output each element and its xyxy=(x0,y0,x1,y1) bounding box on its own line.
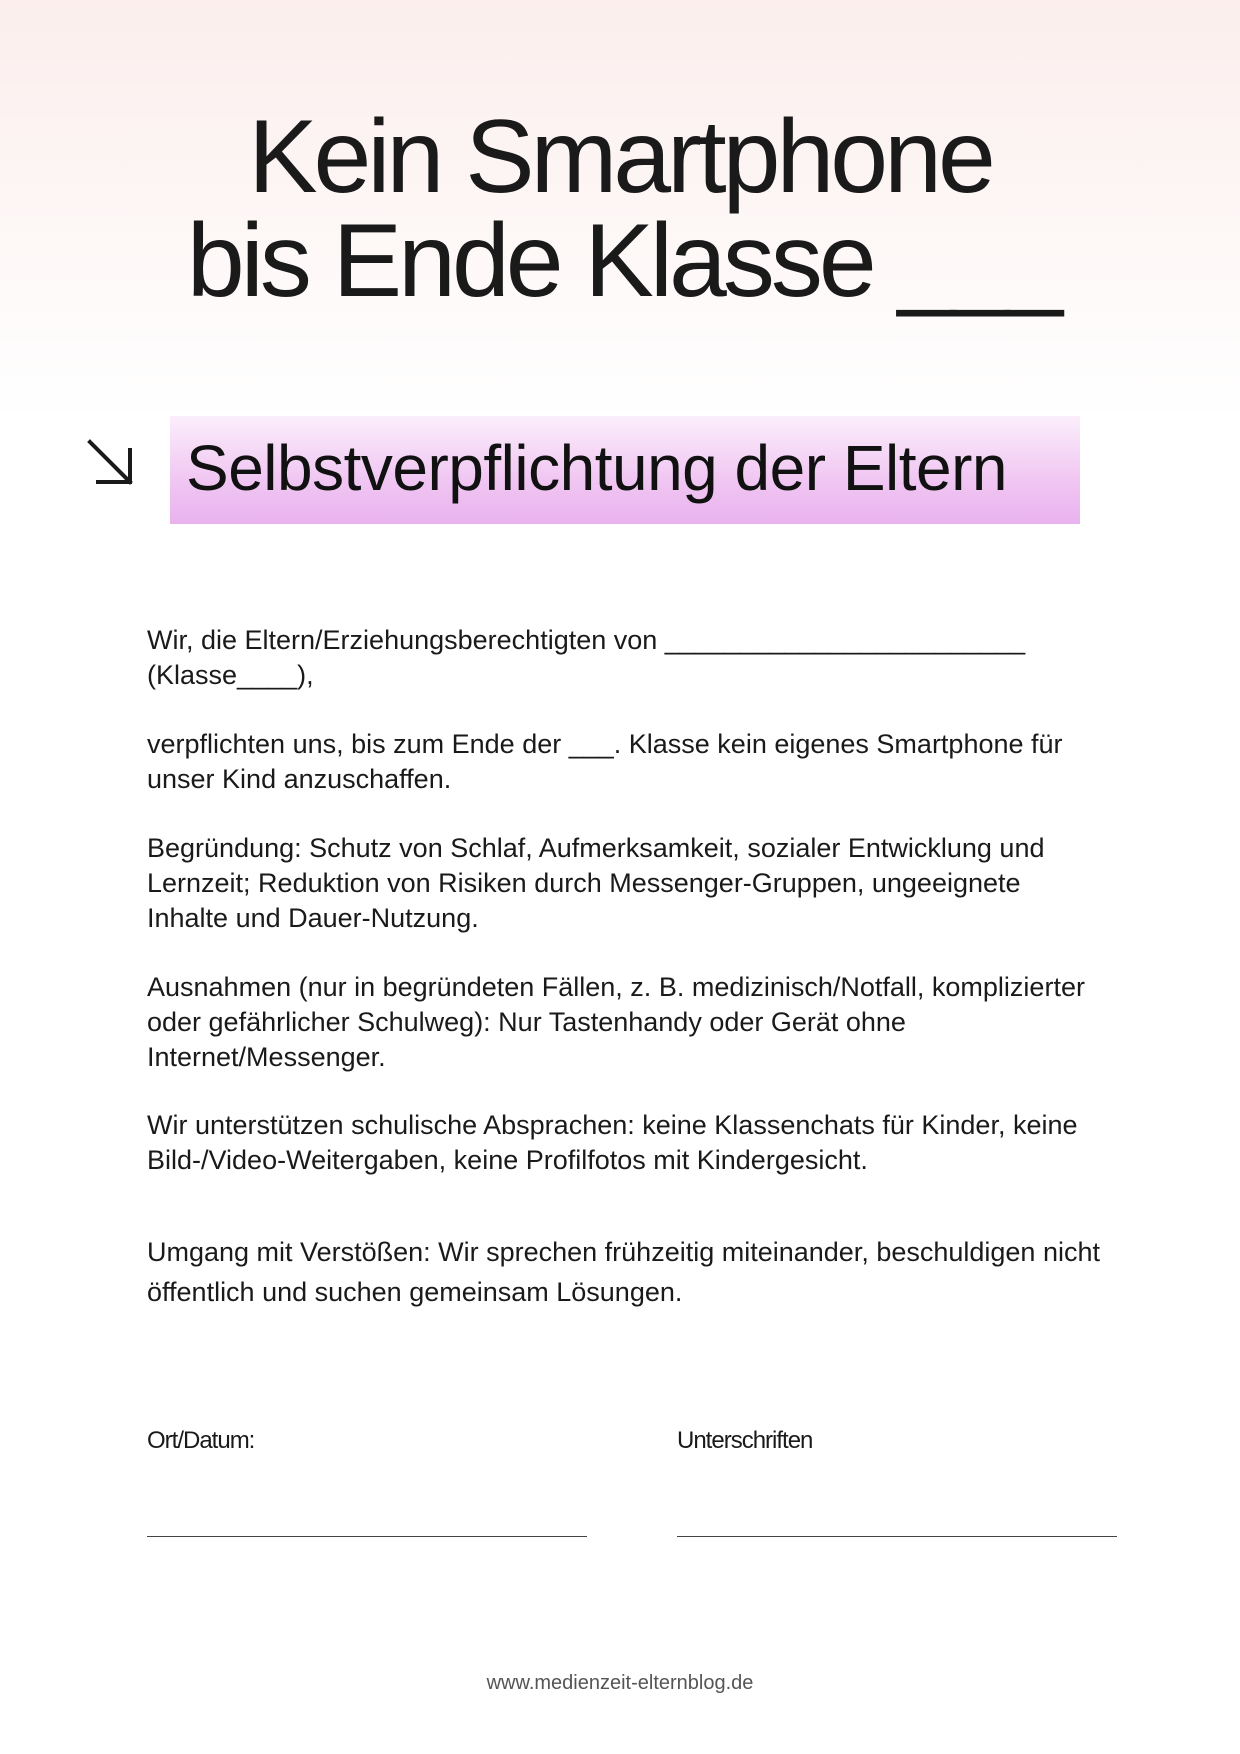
signatures-label: Unterschriften xyxy=(677,1427,813,1454)
section-subtitle: Selbstverpflichtung der Eltern xyxy=(186,432,1007,504)
footer-url: www.medienzeit-elternblog.de xyxy=(486,1672,754,1694)
page-title xyxy=(0,99,1240,319)
paragraph-intro: Wir, die Eltern/Erziehungsberechtigten von ________________________ (Klasse____), xyxy=(147,625,1026,690)
paragraph-violations: Umgang mit Verstößen: Wir sprechen frühzeitig miteinander, beschuldigen nicht öffentlich und suchen gemeinsam Lösungen. xyxy=(147,1237,1100,1307)
title-line-2: bis Ende Klasse ___ xyxy=(186,203,1060,319)
paragraph-commitment: verpflichten uns, bis zum Ende der ___. Klasse kein eigenes Smartphone für unser Kind anzuschaffen. xyxy=(147,729,1063,794)
place-date-label: Ort/Datum: xyxy=(147,1427,255,1454)
signature-line xyxy=(677,1536,1117,1537)
paragraph-school-agreements: Wir unterstützen schulische Absprachen: keine Klassenchats für Kinder, keine Bild-/Video-Weitergaben, keine Profilfotos mit Kindergesicht. xyxy=(147,1110,1078,1175)
paragraph-reason: Begründung: Schutz von Schlaf, Aufmerksamkeit, sozialer Entwicklung und Lernzeit; Reduktion von Risiken durch Messenger-Gruppen, ungeeignete Inhalte und Dauer-Nutzung. xyxy=(147,833,1045,933)
arrow-down-right-icon xyxy=(84,436,136,488)
title-line-1: Kein Smartphone xyxy=(248,99,992,215)
paragraph-exceptions: Ausnahmen (nur in begründeten Fällen, z. B. medizinisch/Notfall, komplizierter oder gefährlicher Schulweg): Nur Tastenhandy oder Gerät ohne Internet/Messenger. xyxy=(147,972,1085,1072)
subtitle-highlight xyxy=(170,416,1080,524)
place-date-line xyxy=(147,1536,587,1537)
